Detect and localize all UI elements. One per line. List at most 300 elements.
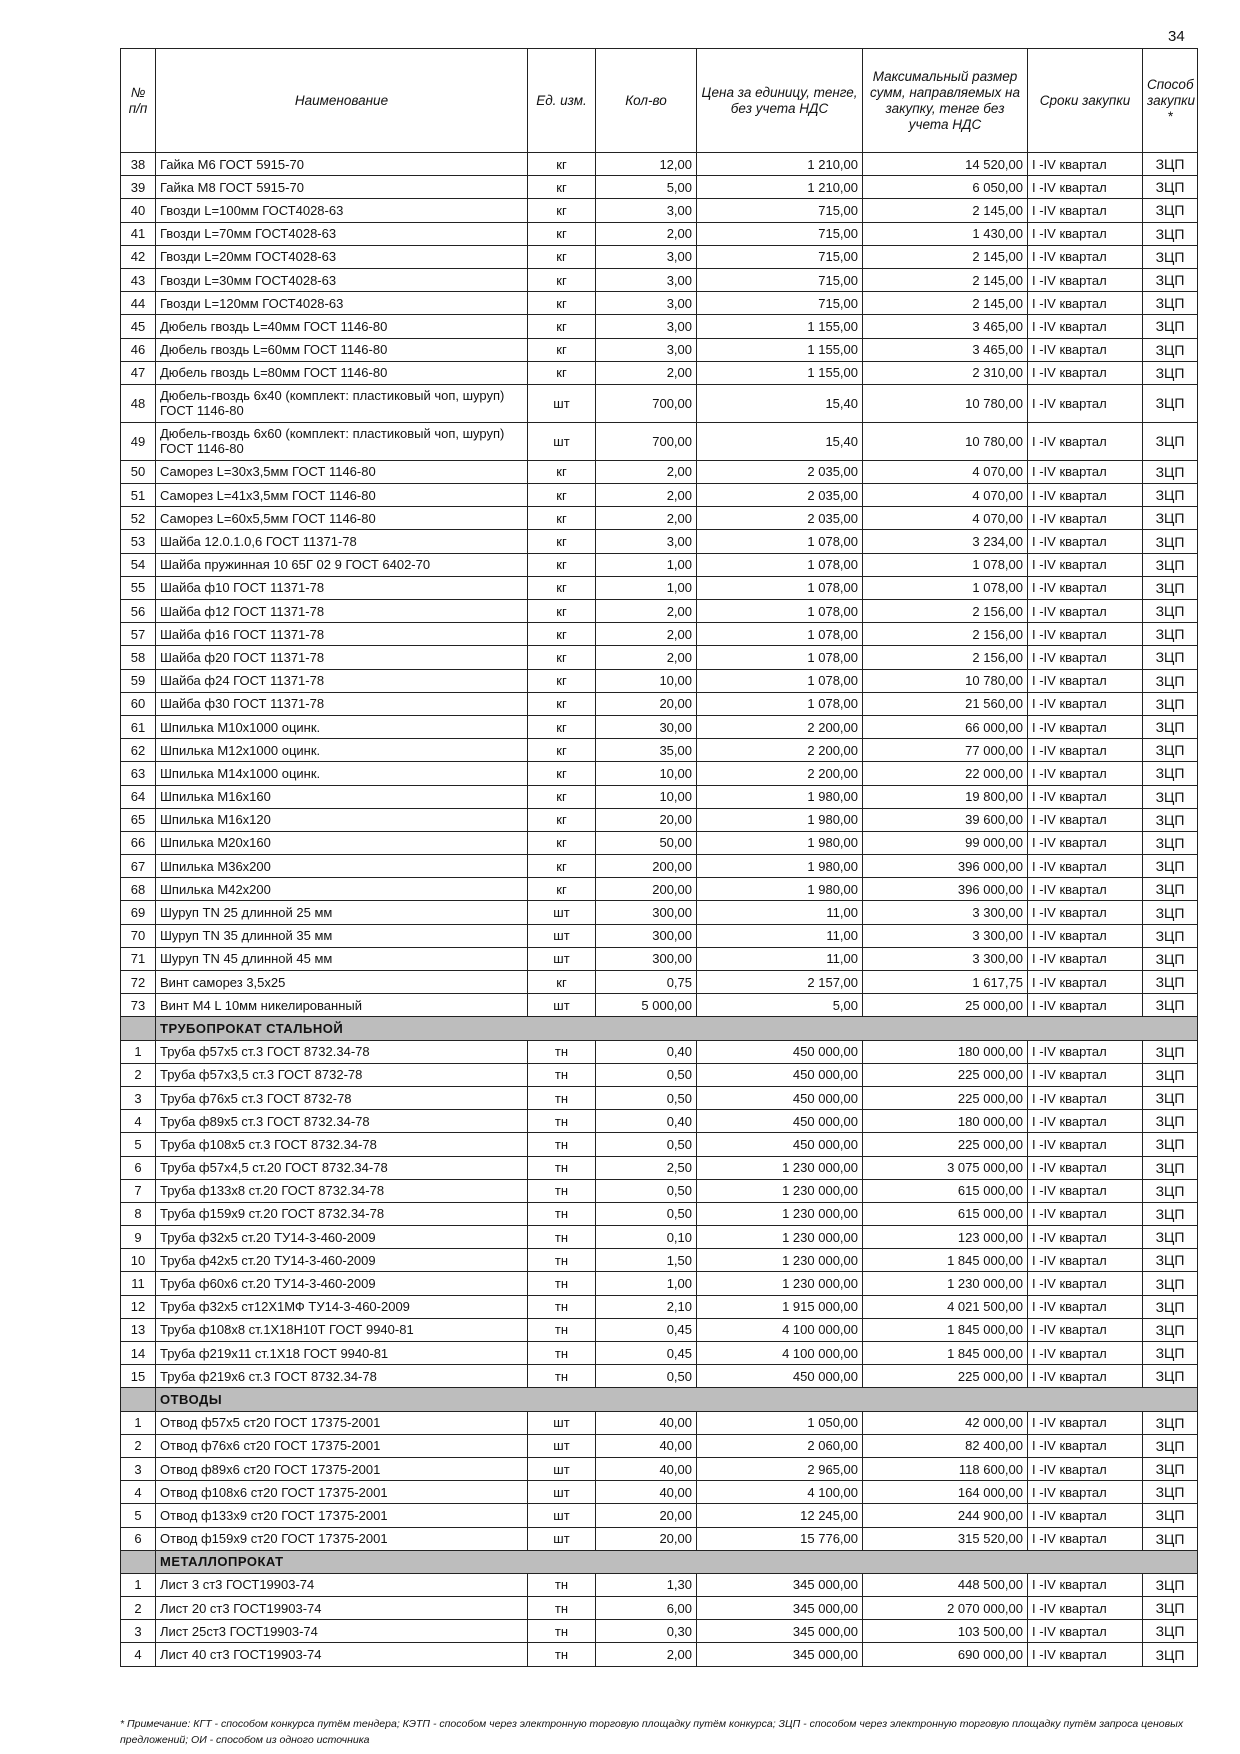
cell-method: ЗЦП — [1143, 994, 1198, 1017]
cell-qty: 3,00 — [596, 199, 697, 222]
cell-qty: 0,50 — [596, 1133, 697, 1156]
table-row — [121, 153, 1198, 176]
cell-num: 2 — [121, 1434, 156, 1457]
cell-sum: 2 310,00 — [863, 361, 1028, 384]
cell-name: Шпилька М20х160 — [156, 831, 528, 854]
cell-price: 1 230 000,00 — [697, 1156, 863, 1179]
cell-name: Гайка М6 ГОСТ 5915-70 — [156, 153, 528, 176]
cell-sum: 225 000,00 — [863, 1365, 1028, 1388]
col-header-name: Наименование — [156, 49, 528, 153]
cell-sum: 10 780,00 — [863, 669, 1028, 692]
cell-price: 1 155,00 — [697, 361, 863, 384]
cell-period: I -IV квартал — [1028, 1133, 1143, 1156]
cell-price: 1 230 000,00 — [697, 1179, 863, 1202]
cell-unit: кг — [528, 669, 596, 692]
cell-sum: 2 145,00 — [863, 268, 1028, 291]
cell-num: 44 — [121, 292, 156, 315]
cell-period: I -IV квартал — [1028, 1179, 1143, 1202]
cell-unit: кг — [528, 199, 596, 222]
cell-sum: 21 560,00 — [863, 692, 1028, 715]
cell-method: ЗЦП — [1143, 623, 1198, 646]
cell-sum: 164 000,00 — [863, 1481, 1028, 1504]
table-row — [121, 576, 1198, 599]
cell-unit: кг — [528, 460, 596, 483]
cell-unit: кг — [528, 600, 596, 623]
table-row — [121, 484, 1198, 507]
cell-method: ЗЦП — [1143, 1434, 1198, 1457]
cell-period: I -IV квартал — [1028, 484, 1143, 507]
procurement-table — [120, 48, 1198, 1667]
cell-name: Гвозди L=20мм ГОСТ4028-63 — [156, 245, 528, 268]
cell-num: 68 — [121, 878, 156, 901]
cell-qty: 20,00 — [596, 808, 697, 831]
cell-period: I -IV квартал — [1028, 1481, 1143, 1504]
cell-qty: 40,00 — [596, 1481, 697, 1504]
cell-period: I -IV квартал — [1028, 971, 1143, 994]
cell-name: Лист 25ст3 ГОСТ19903-74 — [156, 1620, 528, 1643]
cell-method: ЗЦП — [1143, 361, 1198, 384]
table-row — [121, 1295, 1198, 1318]
cell-period: I -IV квартал — [1028, 199, 1143, 222]
cell-name: Шайба ф10 ГОСТ 11371-78 — [156, 576, 528, 599]
cell-num: 1 — [121, 1411, 156, 1434]
cell-num: 40 — [121, 199, 156, 222]
cell-qty: 200,00 — [596, 878, 697, 901]
cell-num: 1 — [121, 1040, 156, 1063]
cell-unit: кг — [528, 646, 596, 669]
cell-period: I -IV квартал — [1028, 1411, 1143, 1434]
cell-qty: 2,00 — [596, 507, 697, 530]
cell-name: Шайба ф24 ГОСТ 11371-78 — [156, 669, 528, 692]
cell-price: 11,00 — [697, 901, 863, 924]
cell-num: 64 — [121, 785, 156, 808]
cell-period: I -IV квартал — [1028, 600, 1143, 623]
table-row — [121, 994, 1198, 1017]
cell-qty: 0,50 — [596, 1365, 697, 1388]
cell-price: 345 000,00 — [697, 1620, 863, 1643]
cell-price: 1 155,00 — [697, 338, 863, 361]
cell-method: ЗЦП — [1143, 1179, 1198, 1202]
cell-period: I -IV квартал — [1028, 1457, 1143, 1480]
cell-qty: 6,00 — [596, 1597, 697, 1620]
cell-qty: 10,00 — [596, 785, 697, 808]
table-row — [121, 947, 1198, 970]
cell-name: Шуруп TN 35 длинной 35 мм — [156, 924, 528, 947]
cell-method: ЗЦП — [1143, 669, 1198, 692]
cell-price: 1 078,00 — [697, 530, 863, 553]
cell-method: ЗЦП — [1143, 1249, 1198, 1272]
cell-method: ЗЦП — [1143, 1481, 1198, 1504]
cell-qty: 0,50 — [596, 1086, 697, 1109]
table-row — [121, 1179, 1198, 1202]
cell-unit: шт — [528, 1527, 596, 1550]
cell-num: 45 — [121, 315, 156, 338]
cell-qty: 2,50 — [596, 1156, 697, 1179]
cell-name: Гвозди L=120мм ГОСТ4028-63 — [156, 292, 528, 315]
cell-method: ЗЦП — [1143, 176, 1198, 199]
cell-period: I -IV квартал — [1028, 646, 1143, 669]
cell-method: ЗЦП — [1143, 1573, 1198, 1596]
cell-period: I -IV квартал — [1028, 1342, 1143, 1365]
cell-period: I -IV квартал — [1028, 553, 1143, 576]
cell-period: I -IV квартал — [1028, 1365, 1143, 1388]
cell-unit: тн — [528, 1040, 596, 1063]
cell-period: I -IV квартал — [1028, 623, 1143, 646]
cell-sum: 1 845 000,00 — [863, 1342, 1028, 1365]
table-row — [121, 1620, 1198, 1643]
cell-price: 1 915 000,00 — [697, 1295, 863, 1318]
col-header-price: Цена за единицу, тенге, без учета НДС — [697, 49, 863, 153]
cell-num: 12 — [121, 1295, 156, 1318]
section-title: МЕТАЛЛОПРОКАТ — [156, 1550, 1198, 1573]
cell-period: I -IV квартал — [1028, 361, 1143, 384]
cell-unit: кг — [528, 361, 596, 384]
cell-name: Шпилька М36х200 — [156, 855, 528, 878]
cell-method: ЗЦП — [1143, 600, 1198, 623]
cell-price: 715,00 — [697, 245, 863, 268]
section-title: ТРУБОПРОКАТ СТАЛЬНОЙ — [156, 1017, 1198, 1040]
cell-price: 715,00 — [697, 292, 863, 315]
cell-price: 450 000,00 — [697, 1040, 863, 1063]
cell-price: 345 000,00 — [697, 1573, 863, 1596]
cell-unit: тн — [528, 1156, 596, 1179]
table-row — [121, 971, 1198, 994]
cell-num: 13 — [121, 1318, 156, 1341]
footnote: * Примечание: КГТ - способом конкурса путём тендера; КЭТП - способом через электронную торговую площадку путём конкурса; ЗЦП - способом через электронную торговую площадку путём запроса ценовых предложений; ОИ - способом из одного источника — [120, 1718, 1184, 1746]
cell-qty: 2,00 — [596, 623, 697, 646]
cell-qty: 5,00 — [596, 176, 697, 199]
cell-qty: 20,00 — [596, 1527, 697, 1550]
cell-num: 60 — [121, 692, 156, 715]
cell-period: I -IV квартал — [1028, 176, 1143, 199]
cell-price: 1 078,00 — [697, 600, 863, 623]
cell-num: 50 — [121, 460, 156, 483]
cell-period: I -IV квартал — [1028, 762, 1143, 785]
cell-price: 450 000,00 — [697, 1063, 863, 1086]
cell-method: ЗЦП — [1143, 1110, 1198, 1133]
cell-num: 59 — [121, 669, 156, 692]
cell-sum: 2 156,00 — [863, 623, 1028, 646]
cell-num: 9 — [121, 1226, 156, 1249]
cell-period: I -IV квартал — [1028, 153, 1143, 176]
cell-period: I -IV квартал — [1028, 384, 1143, 422]
cell-method: ЗЦП — [1143, 1295, 1198, 1318]
section-num-cell — [121, 1550, 156, 1573]
cell-qty: 700,00 — [596, 384, 697, 422]
cell-num: 63 — [121, 762, 156, 785]
cell-period: I -IV квартал — [1028, 947, 1143, 970]
cell-method: ЗЦП — [1143, 1156, 1198, 1179]
cell-num: 47 — [121, 361, 156, 384]
cell-sum: 1 078,00 — [863, 576, 1028, 599]
cell-name: Труба ф219х11 ст.1Х18 ГОСТ 9940-81 — [156, 1342, 528, 1365]
cell-price: 450 000,00 — [697, 1110, 863, 1133]
cell-unit: кг — [528, 762, 596, 785]
cell-name: Труба ф57х3,5 ст.3 ГОСТ 8732-78 — [156, 1063, 528, 1086]
cell-method: ЗЦП — [1143, 460, 1198, 483]
cell-name: Шпилька М42х200 — [156, 878, 528, 901]
cell-unit: тн — [528, 1643, 596, 1666]
cell-period: I -IV квартал — [1028, 715, 1143, 738]
cell-unit: кг — [528, 484, 596, 507]
cell-period: I -IV квартал — [1028, 901, 1143, 924]
cell-qty: 2,00 — [596, 460, 697, 483]
cell-name: Труба ф57х4,5 ст.20 ГОСТ 8732.34-78 — [156, 1156, 528, 1179]
cell-qty: 3,00 — [596, 292, 697, 315]
cell-num: 61 — [121, 715, 156, 738]
table-row — [121, 1318, 1198, 1341]
cell-sum: 4 021 500,00 — [863, 1295, 1028, 1318]
cell-sum: 66 000,00 — [863, 715, 1028, 738]
cell-num: 10 — [121, 1249, 156, 1272]
cell-name: Гвозди L=30мм ГОСТ4028-63 — [156, 268, 528, 291]
cell-period: I -IV квартал — [1028, 994, 1143, 1017]
cell-method: ЗЦП — [1143, 1365, 1198, 1388]
cell-qty: 0,50 — [596, 1202, 697, 1225]
cell-sum: 180 000,00 — [863, 1040, 1028, 1063]
table-row — [121, 901, 1198, 924]
cell-unit: шт — [528, 994, 596, 1017]
cell-num: 38 — [121, 153, 156, 176]
table-row — [121, 222, 1198, 245]
section-row — [121, 1388, 1198, 1411]
cell-period: I -IV квартал — [1028, 576, 1143, 599]
cell-sum: 225 000,00 — [863, 1133, 1028, 1156]
cell-method: ЗЦП — [1143, 315, 1198, 338]
cell-name: Шайба ф16 ГОСТ 11371-78 — [156, 623, 528, 646]
cell-qty: 30,00 — [596, 715, 697, 738]
cell-unit: тн — [528, 1202, 596, 1225]
cell-unit: кг — [528, 855, 596, 878]
cell-price: 1 980,00 — [697, 855, 863, 878]
cell-num: 3 — [121, 1086, 156, 1109]
cell-num: 58 — [121, 646, 156, 669]
cell-sum: 82 400,00 — [863, 1434, 1028, 1457]
cell-num: 49 — [121, 422, 156, 460]
cell-period: I -IV квартал — [1028, 1086, 1143, 1109]
cell-unit: тн — [528, 1295, 596, 1318]
cell-unit: кг — [528, 315, 596, 338]
cell-period: I -IV квартал — [1028, 315, 1143, 338]
cell-num: 52 — [121, 507, 156, 530]
cell-qty: 300,00 — [596, 924, 697, 947]
cell-method: ЗЦП — [1143, 1457, 1198, 1480]
cell-price: 2 035,00 — [697, 460, 863, 483]
cell-num: 4 — [121, 1481, 156, 1504]
cell-price: 715,00 — [697, 199, 863, 222]
cell-period: I -IV квартал — [1028, 831, 1143, 854]
cell-method: ЗЦП — [1143, 739, 1198, 762]
cell-name: Труба ф159х9 ст.20 ГОСТ 8732.34-78 — [156, 1202, 528, 1225]
cell-unit: кг — [528, 785, 596, 808]
cell-unit: кг — [528, 292, 596, 315]
table-row — [121, 338, 1198, 361]
cell-method: ЗЦП — [1143, 1527, 1198, 1550]
cell-period: I -IV квартал — [1028, 1063, 1143, 1086]
table-row — [121, 762, 1198, 785]
cell-method: ЗЦП — [1143, 484, 1198, 507]
cell-period: I -IV квартал — [1028, 924, 1143, 947]
cell-price: 1 210,00 — [697, 176, 863, 199]
cell-sum: 1 430,00 — [863, 222, 1028, 245]
cell-price: 1 980,00 — [697, 831, 863, 854]
cell-method: ЗЦП — [1143, 153, 1198, 176]
cell-sum: 4 070,00 — [863, 460, 1028, 483]
cell-num: 71 — [121, 947, 156, 970]
cell-qty: 1,00 — [596, 553, 697, 576]
cell-num: 73 — [121, 994, 156, 1017]
cell-qty: 2,00 — [596, 646, 697, 669]
cell-unit: шт — [528, 1457, 596, 1480]
cell-price: 1 210,00 — [697, 153, 863, 176]
cell-qty: 3,00 — [596, 268, 697, 291]
cell-period: I -IV квартал — [1028, 785, 1143, 808]
cell-price: 5,00 — [697, 994, 863, 1017]
cell-method: ЗЦП — [1143, 785, 1198, 808]
cell-price: 345 000,00 — [697, 1643, 863, 1666]
cell-method: ЗЦП — [1143, 292, 1198, 315]
cell-name: Труба ф60х6 ст.20 ТУ14-3-460-2009 — [156, 1272, 528, 1295]
table-row — [121, 460, 1198, 483]
cell-price: 1 155,00 — [697, 315, 863, 338]
cell-qty: 700,00 — [596, 422, 697, 460]
cell-unit: кг — [528, 245, 596, 268]
cell-period: I -IV квартал — [1028, 1226, 1143, 1249]
cell-unit: кг — [528, 176, 596, 199]
cell-price: 1 050,00 — [697, 1411, 863, 1434]
cell-qty: 5 000,00 — [596, 994, 697, 1017]
cell-sum: 10 780,00 — [863, 384, 1028, 422]
table-row — [121, 1040, 1198, 1063]
cell-unit: тн — [528, 1318, 596, 1341]
cell-name: Шпилька М10х1000 оцинк. — [156, 715, 528, 738]
cell-price: 450 000,00 — [697, 1086, 863, 1109]
table-row — [121, 808, 1198, 831]
cell-period: I -IV квартал — [1028, 1318, 1143, 1341]
cell-period: I -IV квартал — [1028, 1202, 1143, 1225]
cell-sum: 22 000,00 — [863, 762, 1028, 785]
cell-method: ЗЦП — [1143, 199, 1198, 222]
cell-method: ЗЦП — [1143, 1133, 1198, 1156]
cell-sum: 615 000,00 — [863, 1202, 1028, 1225]
table-row — [121, 1202, 1198, 1225]
cell-period: I -IV квартал — [1028, 1272, 1143, 1295]
cell-sum: 3 300,00 — [863, 901, 1028, 924]
cell-sum: 99 000,00 — [863, 831, 1028, 854]
cell-price: 2 200,00 — [697, 739, 863, 762]
cell-price: 1 230 000,00 — [697, 1272, 863, 1295]
table-row — [121, 384, 1198, 422]
cell-price: 1 078,00 — [697, 623, 863, 646]
cell-price: 1 078,00 — [697, 692, 863, 715]
cell-qty: 3,00 — [596, 245, 697, 268]
cell-num: 51 — [121, 484, 156, 507]
cell-sum: 615 000,00 — [863, 1179, 1028, 1202]
cell-sum: 10 780,00 — [863, 422, 1028, 460]
cell-price: 1 230 000,00 — [697, 1249, 863, 1272]
cell-qty: 1,00 — [596, 1272, 697, 1295]
table-row — [121, 292, 1198, 315]
cell-period: I -IV квартал — [1028, 1597, 1143, 1620]
cell-period: I -IV квартал — [1028, 422, 1143, 460]
cell-num: 4 — [121, 1110, 156, 1133]
table-row — [121, 1481, 1198, 1504]
cell-name: Труба ф89х5 ст.3 ГОСТ 8732.34-78 — [156, 1110, 528, 1133]
cell-method: ЗЦП — [1143, 1643, 1198, 1666]
table-row — [121, 1226, 1198, 1249]
cell-period: I -IV квартал — [1028, 808, 1143, 831]
cell-num: 56 — [121, 600, 156, 623]
cell-qty: 40,00 — [596, 1411, 697, 1434]
cell-price: 1 980,00 — [697, 785, 863, 808]
table-row — [121, 623, 1198, 646]
table-row — [121, 785, 1198, 808]
cell-unit: тн — [528, 1365, 596, 1388]
cell-qty: 50,00 — [596, 831, 697, 854]
table-row — [121, 1643, 1198, 1666]
cell-qty: 40,00 — [596, 1457, 697, 1480]
header-row — [121, 49, 1198, 153]
cell-period: I -IV квартал — [1028, 1110, 1143, 1133]
table-row — [121, 268, 1198, 291]
table-row — [121, 715, 1198, 738]
cell-unit: кг — [528, 576, 596, 599]
cell-num: 53 — [121, 530, 156, 553]
cell-price: 1 230 000,00 — [697, 1226, 863, 1249]
cell-sum: 42 000,00 — [863, 1411, 1028, 1434]
cell-qty: 40,00 — [596, 1434, 697, 1457]
cell-num: 43 — [121, 268, 156, 291]
cell-unit: кг — [528, 808, 596, 831]
table-row — [121, 855, 1198, 878]
cell-sum: 3 465,00 — [863, 315, 1028, 338]
cell-num: 66 — [121, 831, 156, 854]
cell-num: 8 — [121, 1202, 156, 1225]
cell-unit: кг — [528, 715, 596, 738]
cell-qty: 0,50 — [596, 1179, 697, 1202]
cell-method: ЗЦП — [1143, 715, 1198, 738]
cell-method: ЗЦП — [1143, 268, 1198, 291]
cell-period: I -IV квартал — [1028, 1527, 1143, 1550]
table-row — [121, 1365, 1198, 1388]
cell-num: 15 — [121, 1365, 156, 1388]
cell-unit: кг — [528, 878, 596, 901]
cell-price: 15 776,00 — [697, 1527, 863, 1550]
cell-method: ЗЦП — [1143, 384, 1198, 422]
cell-price: 715,00 — [697, 222, 863, 245]
cell-unit: тн — [528, 1133, 596, 1156]
col-header-period: Сроки закупки — [1028, 49, 1143, 153]
cell-qty: 0,40 — [596, 1110, 697, 1133]
cell-sum: 3 300,00 — [863, 924, 1028, 947]
cell-method: ЗЦП — [1143, 1063, 1198, 1086]
cell-sum: 2 156,00 — [863, 646, 1028, 669]
cell-unit: шт — [528, 1411, 596, 1434]
cell-period: I -IV квартал — [1028, 222, 1143, 245]
cell-name: Дюбель гвоздь L=60мм ГОСТ 1146-80 — [156, 338, 528, 361]
cell-method: ЗЦП — [1143, 1272, 1198, 1295]
cell-sum: 103 500,00 — [863, 1620, 1028, 1643]
cell-method: ЗЦП — [1143, 222, 1198, 245]
cell-unit: тн — [528, 1179, 596, 1202]
cell-method: ЗЦП — [1143, 1318, 1198, 1341]
cell-name: Труба ф42х5 ст.20 ТУ14-3-460-2009 — [156, 1249, 528, 1272]
cell-num: 5 — [121, 1133, 156, 1156]
cell-sum: 2 145,00 — [863, 292, 1028, 315]
cell-sum: 448 500,00 — [863, 1573, 1028, 1596]
cell-method: ЗЦП — [1143, 1504, 1198, 1527]
cell-num: 11 — [121, 1272, 156, 1295]
